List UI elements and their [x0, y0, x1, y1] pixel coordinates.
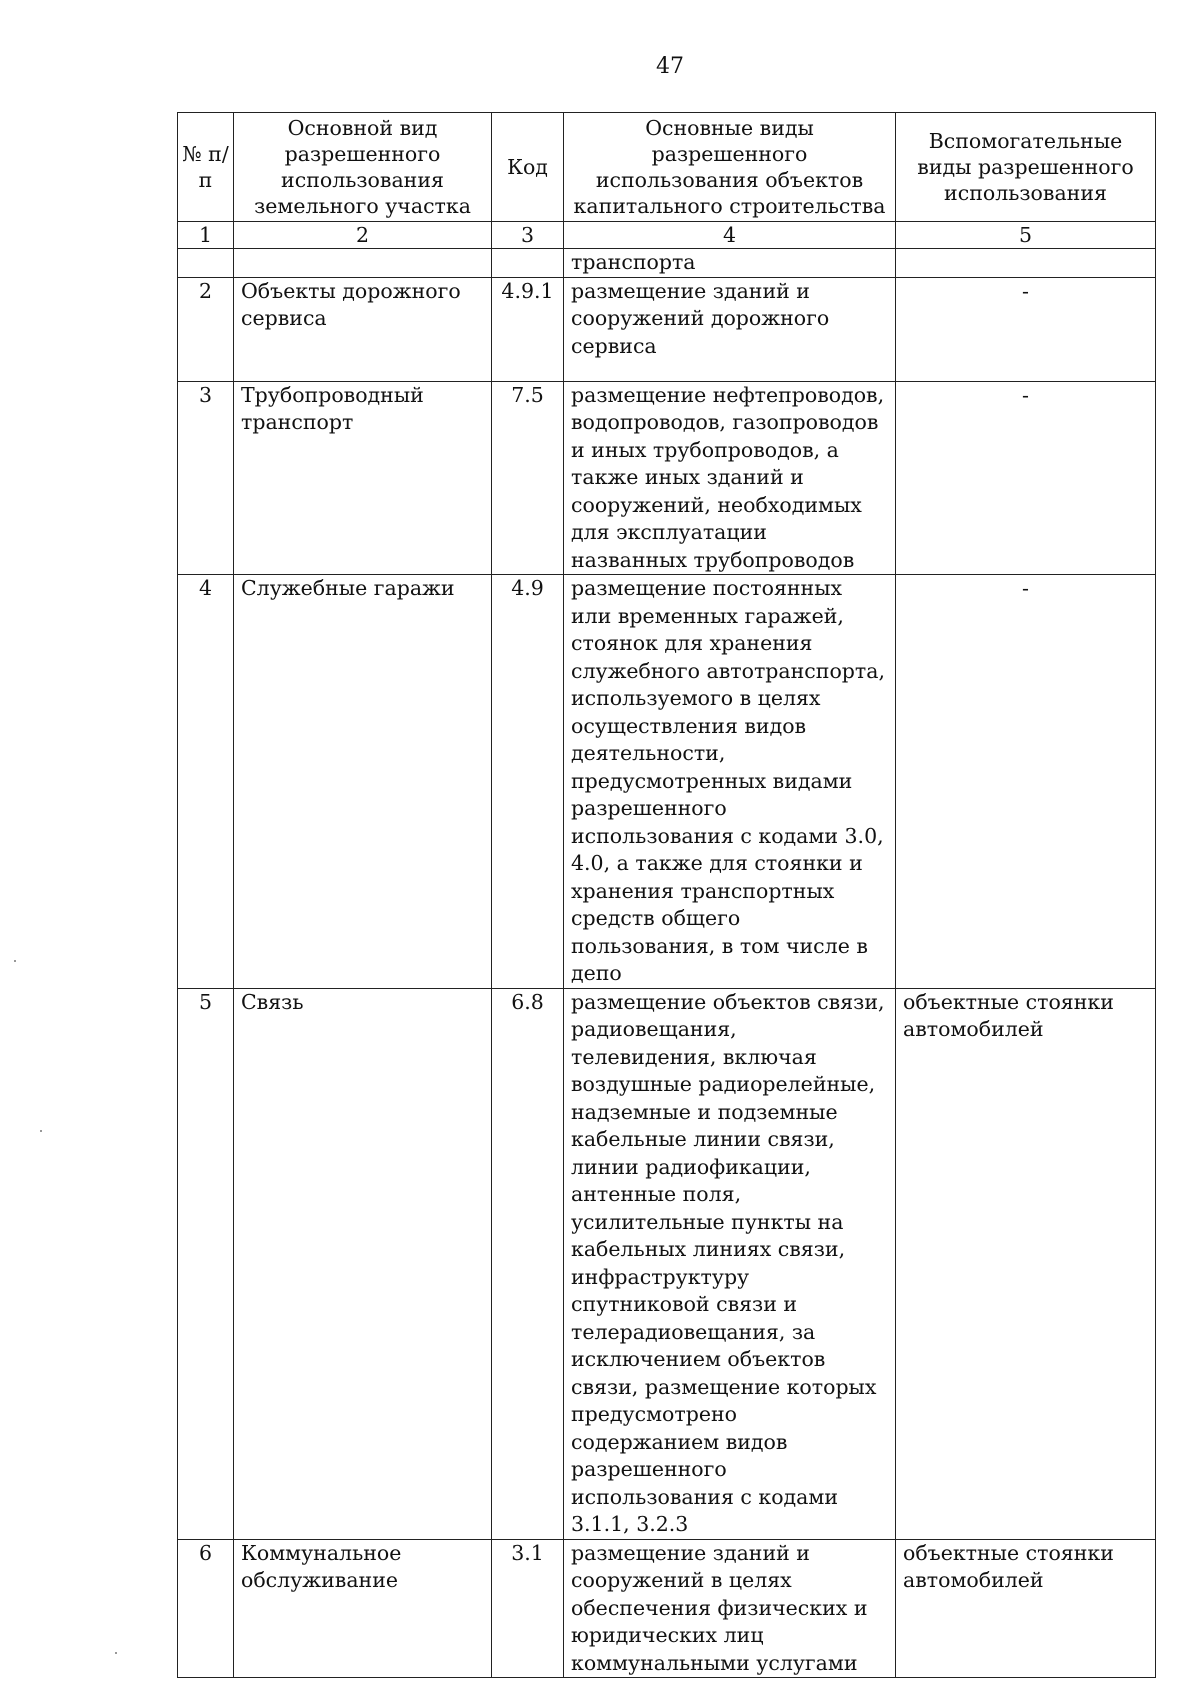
continuation-aux-cell	[896, 249, 1156, 278]
column-number: 3	[492, 222, 564, 249]
row-number: 2	[178, 277, 234, 381]
row-aux-uses: -	[896, 277, 1156, 381]
column-number: 5	[896, 222, 1156, 249]
table-row	[178, 575, 1156, 989]
row-name: Трубопроводный транспорт	[234, 381, 492, 575]
table-row	[178, 1539, 1156, 1678]
column-numbers-row	[178, 222, 1156, 249]
row-number: 3	[178, 381, 234, 575]
table-row	[178, 988, 1156, 1539]
continuation-row	[178, 249, 1156, 278]
row-main-uses: размещение зданий и сооружений в целях обеспечения физических и юридических лиц коммунальными услугами	[564, 1539, 896, 1678]
continuation-code-cell	[492, 249, 564, 278]
row-main-uses: размещение объектов связи, радиовещания, телевидения, включая воздушные радиорелейные, надземные и подземные кабельные линии связи, линии радиофикации, антенные поля, усилительные пункты на кабельных линиях связи, инфраструктуру спутниковой связи и телерадиовещания, за исключением объектов связи, размещение которых предусмотрено содержанием видов разрешенного использования с кодами 3.1.1, 3.2.3	[564, 988, 896, 1539]
row-number: 5	[178, 988, 234, 1539]
row-main-uses: размещение зданий и сооружений дорожного сервиса	[564, 277, 896, 381]
header-row	[178, 113, 1156, 222]
row-main-uses: размещение нефтепроводов, водопроводов, газопроводов и иных трубопроводов, а также иных зданий и сооружений, необходимых для эксплуатации названных трубопроводов	[564, 381, 896, 575]
row-name: Связь	[234, 988, 492, 1539]
row-number: 4	[178, 575, 234, 989]
row-name: Объекты дорожного сервиса	[234, 277, 492, 381]
continuation-num-cell	[178, 249, 234, 278]
column-number: 2	[234, 222, 492, 249]
header-aux-uses: Вспомогательные виды разрешенного использования	[896, 113, 1156, 222]
header-main-use-type: Основной вид разрешенного использования земельного участка	[234, 113, 492, 222]
row-aux-uses: объектные стоянки автомобилей	[896, 1539, 1156, 1678]
header-main-uses: Основные виды разрешенного использования объектов капитального строительства	[564, 113, 896, 222]
row-name: Служебные гаражи	[234, 575, 492, 989]
continuation-main-uses: транспорта	[564, 249, 896, 278]
continuation-name-cell	[234, 249, 492, 278]
row-code: 3.1	[492, 1539, 564, 1678]
row-aux-uses: -	[896, 575, 1156, 989]
table-row	[178, 381, 1156, 575]
row-number: 6	[178, 1539, 234, 1678]
row-code: 6.8	[492, 988, 564, 1539]
row-aux-uses: объектные стоянки автомобилей	[896, 988, 1156, 1539]
row-name: Коммунальное обслуживание	[234, 1539, 492, 1678]
table-row	[178, 277, 1156, 381]
land-use-table	[177, 112, 1156, 1678]
column-number: 4	[564, 222, 896, 249]
row-code: 7.5	[492, 381, 564, 575]
row-code: 4.9	[492, 575, 564, 989]
header-code: Код	[492, 113, 564, 222]
row-code: 4.9.1	[492, 277, 564, 381]
column-number: 1	[178, 222, 234, 249]
page-number: 47	[656, 54, 684, 79]
row-aux-uses: -	[896, 381, 1156, 575]
header-number: № п/п	[178, 113, 234, 222]
row-main-uses: размещение постоянных или временных гаражей, стоянок для хранения служебного автотранспорта, используемого в целях осуществления видов деятельности, предусмотренных видами разрешенного использования с кодами 3.0, 4.0, а также для стоянки и хранения транспортных средств общего пользования, в том числе в депо	[564, 575, 896, 989]
